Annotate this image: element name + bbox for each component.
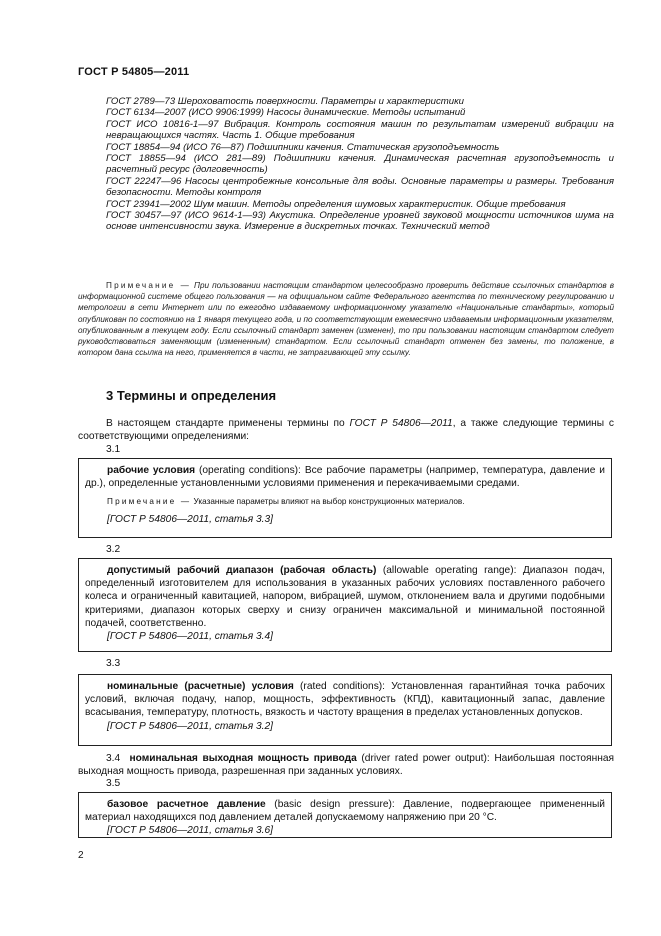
references-list — [78, 96, 614, 233]
term-source: [ГОСТ Р 54806—2011, статья 3.4] — [107, 631, 273, 643]
term-number: 3.2 — [106, 544, 121, 555]
document-header: ГОСТ Р 54805—2011 — [78, 66, 190, 78]
page-number: 2 — [78, 850, 84, 861]
term-box — [78, 458, 612, 538]
term-definition: (operating conditions): Все рабочие параметры (например, температура, давление и др.), определенные установленными условиями применения и перекачиваемыми средами. — [85, 465, 606, 490]
term-definition: (allowable operating range): Диапазон подач, определенный изготовителем для использования в указанных рабочих условиях поставленного рабочего колеса и ограниченный кавитацией, напором, вибрацией, шумом, отклонением вала и другими подобными критериями, диапазон которых сверху и снизу ограничен максимальной и минимальной постоянной подачей, соответственно. — [85, 565, 605, 629]
note-text: При пользовании настоящим стандартом целесообразно проверить действие ссылочных стандартов в информационной системе общего пользования — на официальном сайте Федерального агентства по техническому регулированию и метрологии в сети Интернет или по ежегодно издаваемому информационному указателю «Национальные стандарты», который опубликован по состоянию на 1 января текущего года, и по соответствующим ежемесячно издаваемым информационным указателям, опубликованным в текущем году. Если ссылочный стандарт заменен (изменен), то при пользовании настоящим стандартом следует руководствоваться заменяющим (измененным) стандартом. Если ссылочный стандарт отменен без замены, то положение, в котором дана ссылка на него, применяется в части, не затрагивающей эту ссылку. — [78, 281, 614, 358]
term-definition: (rated conditions): Установленная гарантийная точка рабочих условий, включая подачу, напор, мощность, эффективность (КПД), кавитационный запас, давление всасывания, температуру, плотность, вязкость и частоту вращения в пределах установленных допусков. — [85, 681, 605, 719]
term-number: 3.3 — [106, 658, 121, 669]
section-title: 3 Термины и определения — [106, 388, 277, 403]
reference-note — [78, 280, 614, 358]
intro-reference: ГОСТ Р 54806—2011 — [349, 418, 453, 429]
term-name: допустимый рабочий диапазон (рабочая область) — [107, 565, 377, 576]
note-label: Примечание — — [106, 281, 191, 290]
term-source: [ГОСТ Р 54806—2011, статья 3.2] — [107, 720, 273, 732]
term-name: номинальная выходная мощность привода — [129, 753, 357, 764]
term-number: 3.5 — [106, 778, 121, 789]
reference-item: ГОСТ 6134—2007 (ИСО 9906:1999) Насосы динамические. Методы испытаний — [106, 107, 466, 119]
reference-item: ГОСТ 2789—73 Шероховатость поверхности. Параметры и характеристики — [106, 96, 464, 107]
intro-paragraph: В настоящем стандарте применены термины по ГОСТ Р 54806—2011, а также следующие термины с соответствующими определениями: — [78, 418, 614, 443]
reference-item: ГОСТ ИСО 10816-1—97 Вибрация. Контроль состояния машин по результатам измерений вибрации на невращающихся частях. Часть 1. Общие требования — [106, 118, 615, 142]
reference-item: ГОСТ 30457—97 (ИСО 9614-1—93) Акустика. Определение уровней звуковой мощности источников шума на основе интенсивности звука. Измерение в дискретных точках. Технический метод — [106, 210, 614, 233]
term-definition: (driver rated power output): Наибольшая постоянная выходная мощность привода, разрешенная при заданных условиях. — [78, 753, 615, 778]
reference-item: ГОСТ 22247—96 Насосы центробежные консольные для воды. Основные параметры и размеры. Требования безопасности. Методы контроля — [106, 175, 614, 199]
reference-item: ГОСТ 23941—2002 Шум машин. Методы определения шумовых характеристик. Общие требования — [106, 198, 566, 210]
term-number: 3.1 — [106, 444, 121, 455]
term-source: [ГОСТ Р 54806—2011, статья 3.6] — [107, 825, 273, 837]
term-note: Примечание — Указанные параметры влияют на выбор конструкционных материалов. — [107, 497, 465, 507]
term-box — [78, 558, 612, 652]
term-number: 3.4 — [106, 753, 121, 764]
term-box — [78, 792, 612, 838]
term-name: рабочие условия — [107, 465, 196, 476]
term-definition: (basic design pressure): Давление, подвергающее примененный материал находящихся под давлением деталей допускаемому напряжению при 20 °С. — [85, 799, 605, 824]
reference-item: ГОСТ 18855—94 (ИСО 281—89) Подшипники качения. Динамическая расчетная грузоподъемность и расчетный ресурс (долговечность) — [106, 153, 614, 176]
term-box — [78, 674, 612, 746]
term-name: номинальные (расчетные) условия — [107, 681, 294, 692]
reference-item: ГОСТ 18854—94 (ИСО 76—87) Подшипники качения. Статическая грузоподъемность — [106, 141, 500, 153]
term-source: [ГОСТ Р 54806—2011, статья 3.3] — [107, 513, 273, 525]
term-inline — [78, 752, 614, 778]
term-name: базовое расчетное давление — [107, 799, 266, 810]
